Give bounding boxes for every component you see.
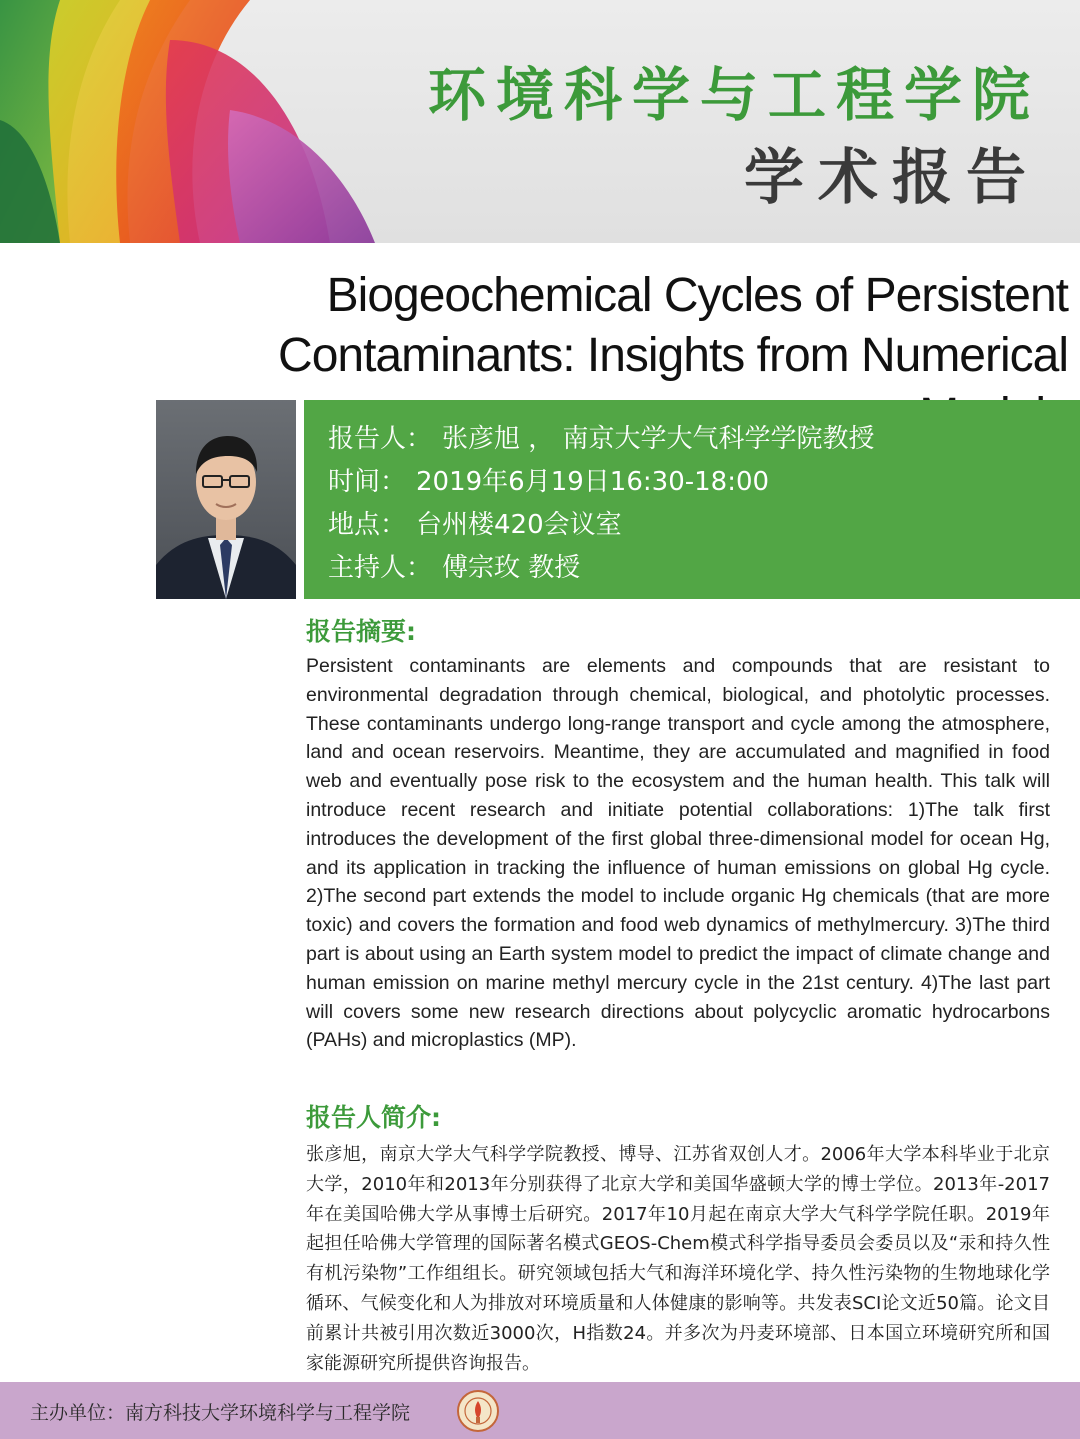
- time-value: 2019年6月19日16:30-18:00: [416, 467, 770, 497]
- talk-info-box: [304, 400, 1080, 599]
- flower-petals-decoration: [0, 0, 380, 243]
- school-title: 环境科学与工程学院: [427, 61, 1040, 129]
- abstract-heading: 报告摘要:: [306, 617, 416, 646]
- bio-heading: 报告人简介:: [306, 1103, 441, 1132]
- time-label: 时间：: [328, 467, 407, 497]
- speaker-label: 报告人：: [328, 424, 433, 454]
- bio-text: 张彦旭，南京大学大气科学学院教授、博导、江苏省双创人才。2006年大学本科毕业于北京大学，2010年和2013年分别获得了北京大学和美国华盛顿大学的博士学位。2013年-2017年在美国哈佛大学从事博士后研究。2017年10月起在南京大学大气科学学院任职。2019年起担任哈佛大学管理的国际著名模式GEOS-Chem模式科学指导委员会委员以及“汞和持久性有机污染物”工作组组长。研究领域包括大气和海洋环境化学、持久性污染物的生物地球化学循环、气候变化和人为排放对环境质量和人体健康的影响等。共发表SCI论文近50篇。论文目前累计共被引用次数近3000次，H指数24。并多次为丹麦环境部、日本国立环境研究所和国家能源研究所提供咨询报告。: [306, 1144, 1050, 1374]
- speaker-photo: [156, 400, 296, 599]
- header-banner: [0, 0, 1080, 243]
- speaker-row: [328, 418, 1080, 461]
- host-row: [328, 547, 1080, 590]
- talk-title-line-2: Contaminants: Insights from Numerical: [278, 329, 1068, 382]
- speaker-value: 张彦旭 ， 南京大学大气科学学院教授: [442, 424, 875, 454]
- time-row: [328, 461, 1080, 504]
- host-label: 主持人：: [328, 553, 433, 583]
- place-label: 地点：: [328, 510, 407, 540]
- university-seal-icon: [456, 1389, 500, 1433]
- talk-title-line-1: Biogeochemical Cycles of Persistent: [326, 269, 1068, 322]
- abstract-text: Persistent contaminants are elements and compounds that are resistant to environmental degradation through chemical, biological, and photolytic processes. These contaminants undergo long-range transport and cycle among the atmosphere, land and ocean reservoirs. Meantime, they are accumulated and magnified in food web and eventually pose risk to the ecosystem and the human health. This talk will introduce recent research and initiate potential collaborations: 1)The talk first introduces the development of the first global three-dimensional model for ocean Hg, and its application in tracking the influence of human emissions on global Hg cycle. 2)The second part extends the model to include organic Hg chemicals (that are more toxic) and covers the formation and food web dynamics of methylmercury. 3)The third part is about using an Earth system model to predict the impact of climate change and human emission on marine methyl mercury cycle in the 21st century. 4)The last part will covers some new research directions about polycyclic aromatic hydrocarbons (PAHs) and microplastics (MP).: [306, 655, 1050, 1052]
- place-value: 台州楼420会议室: [416, 510, 622, 540]
- place-row: [328, 504, 1080, 547]
- report-type-title: 学术报告: [744, 143, 1040, 213]
- footer-bar: [0, 1382, 1080, 1439]
- organizer-label: 主办单位：南方科技大学环境科学与工程学院: [30, 1402, 411, 1424]
- host-value: 傅宗玫 教授: [442, 553, 581, 583]
